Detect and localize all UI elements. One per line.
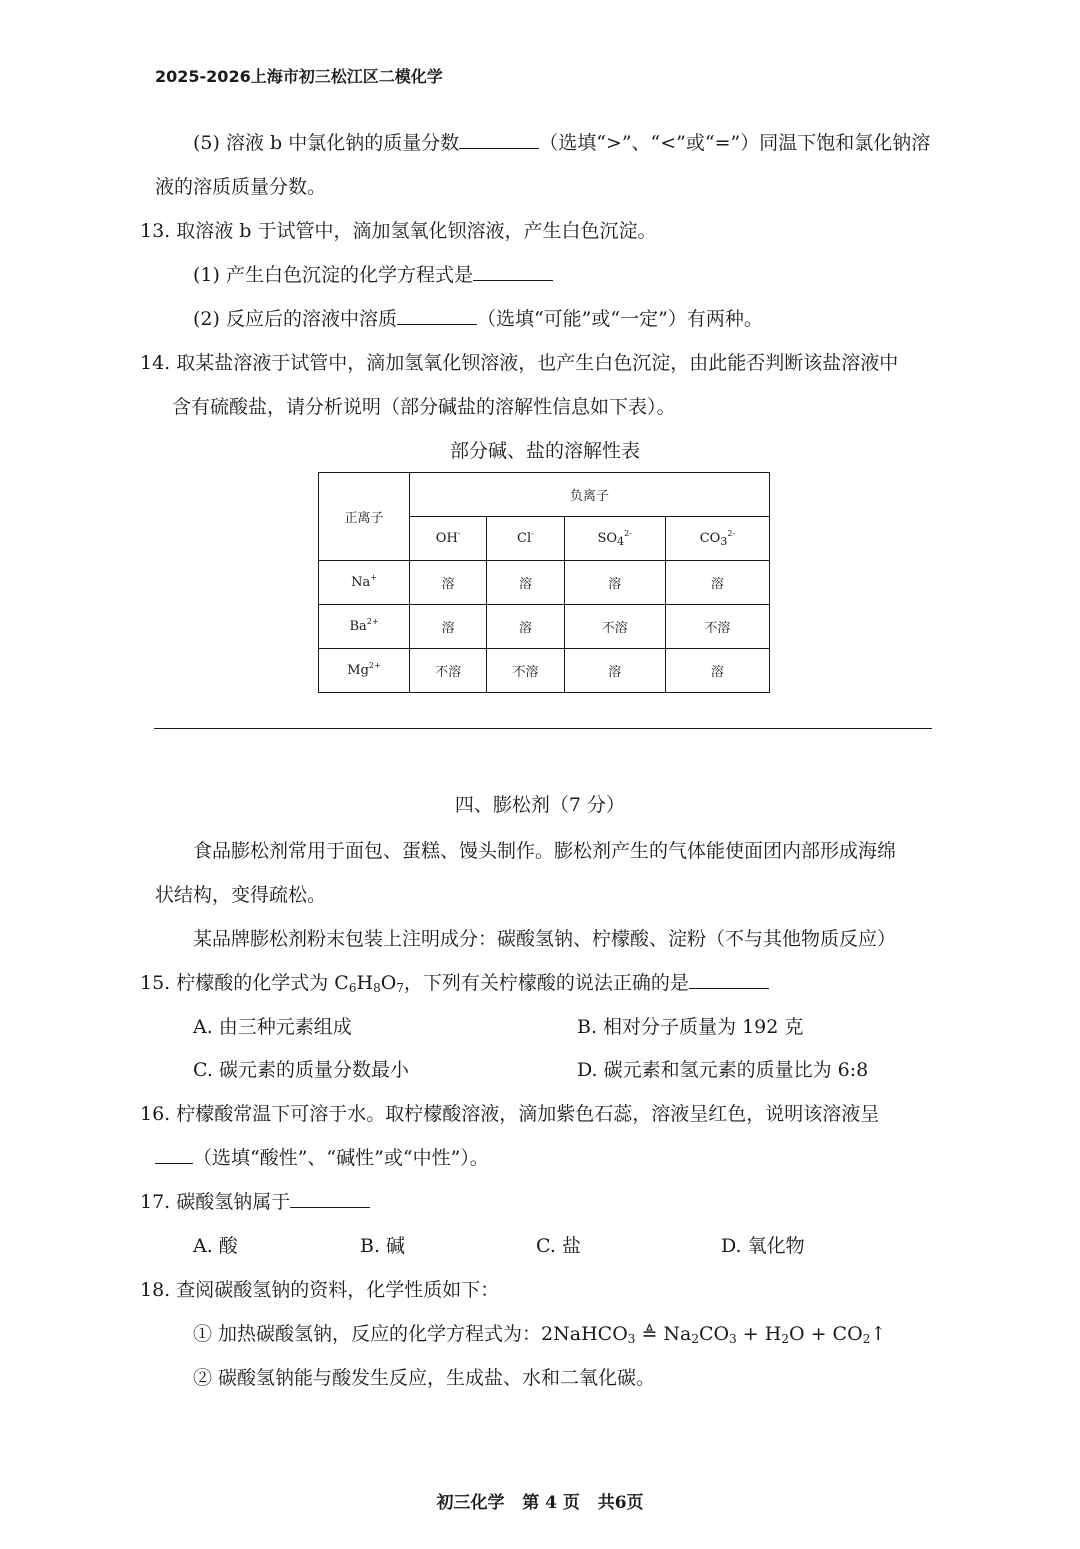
q16-line1: 16. 柠檬酸常温下可溶于水。取柠檬酸溶液，滴加紫色石蕊，溶液呈红色，说明该溶液呈: [140, 1103, 880, 1125]
table-cell: 溶: [487, 605, 564, 649]
answer-area-divider: [154, 728, 932, 729]
answer-blank[interactable]: [155, 1145, 193, 1164]
q18-stem: 18. 查阅碳酸氢钠的资料，化学性质如下：: [140, 1279, 500, 1301]
q12-part5-line1: [193, 130, 930, 156]
q15-option-b[interactable]: B. 相对分子质量为 192 克: [577, 1016, 804, 1038]
q12-part5-line2: 液的溶质质量分数。: [155, 176, 327, 198]
solubility-table: [318, 472, 770, 693]
answer-blank[interactable]: [689, 970, 769, 989]
q12-part5-text-b: （选填“>”、“<”或“=”）同温下饱和氯化钠溶: [539, 132, 931, 154]
anion-so4: $SO_4^{2-}$: [564, 517, 665, 561]
q13-part2: [193, 306, 763, 332]
table-cell: 溶: [665, 649, 769, 693]
q13-part1-text: (1) 产生白色沉淀的化学方程式是: [193, 264, 473, 286]
anion-header: 负离子: [410, 473, 770, 517]
q17-option-d[interactable]: D. 氧化物: [721, 1235, 805, 1257]
q13-part2-text-b: （选填“可能”或“一定”）有两种。: [476, 308, 763, 330]
q17-option-b[interactable]: B. 碱: [360, 1235, 406, 1257]
q15-option-a[interactable]: A. 由三种元素组成: [193, 1016, 352, 1038]
table-cell: 溶: [410, 561, 487, 605]
q16-line2: （选填“酸性”、“碱性”或“中性”）。: [155, 1145, 489, 1171]
q14-line2: 含有硫酸盐，请分析说明（部分碱盐的溶解性信息如下表）。: [172, 396, 676, 418]
answer-blank[interactable]: [397, 306, 477, 325]
section-intro-line3: 某品牌膨松剂粉末包装上注明成分：碳酸氢钠、柠檬酸、淀粉（不与其他物质反应）: [193, 928, 897, 950]
answer-blank[interactable]: [473, 262, 553, 281]
q17-option-c[interactable]: C. 盐: [536, 1235, 581, 1257]
q18-item2: ② 碳酸氢钠能与酸发生反应，生成盐、水和二氧化碳。: [193, 1367, 656, 1389]
page-footer: 初三化学 第 4 页 共6页: [436, 1493, 644, 1513]
q14-line1: 14. 取某盐溶液于试管中，滴加氢氧化钡溶液，也产生白色沉淀，由此能否判断该盐溶液中: [140, 352, 899, 374]
table-cell: 不溶: [410, 649, 487, 693]
table-cell: 不溶: [665, 605, 769, 649]
q15-option-d[interactable]: D. 碳元素和氢元素的质量比为 6:8: [577, 1059, 869, 1081]
table-cell: 不溶: [487, 649, 564, 693]
table-cell: 溶: [564, 649, 665, 693]
q17-stem: 17. 碳酸氢钠属于: [140, 1189, 370, 1215]
anion-cl: Cl-: [487, 517, 564, 561]
table-cell: 溶: [410, 605, 487, 649]
q18-item1: ① 加热碳酸氢钠，反应的化学方程式为：2NaHCO$_3$ ≜ $Na_2CO_3 + H_2O$ + $CO_2↑$: [193, 1323, 887, 1346]
table-cell: 溶: [487, 561, 564, 605]
page-header: 2025-2026上海市初三松江区二模化学: [155, 67, 443, 86]
cation-mg: $Mg^{2+}$: [319, 649, 410, 693]
table-cell: 不溶: [564, 605, 665, 649]
section-intro-line2: 状结构，变得疏松。: [155, 884, 327, 906]
q13-part1: [193, 262, 553, 288]
q15-option-c[interactable]: C. 碳元素的质量分数最小: [193, 1059, 409, 1081]
q13-stem: 13. 取溶液 b 于试管中，滴加氢氧化钡溶液，产生白色沉淀。: [140, 220, 657, 242]
section-intro-line1: 食品膨松剂常用于面包、蛋糕、馒头制作。膨松剂产生的气体能使面团内部形成海绵: [193, 840, 897, 862]
table-row: [319, 561, 770, 605]
section-title: 四、膨松剂（7 分）: [454, 794, 626, 816]
q17-option-a[interactable]: A. 酸: [193, 1235, 238, 1257]
table-row: [319, 605, 770, 649]
q13-part2-text-a: (2) 反应后的溶液中溶质: [193, 308, 397, 330]
answer-blank[interactable]: [459, 130, 539, 149]
answer-blank[interactable]: [290, 1189, 370, 1208]
cation-ba: $Ba^{2+}$: [319, 605, 410, 649]
table-cell: 溶: [665, 561, 769, 605]
cation-header: 正离子: [319, 473, 410, 561]
table-cell: 溶: [564, 561, 665, 605]
q15-stem: 15. 柠檬酸的化学式为 $C_6H_8O_7$，下列有关柠檬酸的说法正确的是: [140, 970, 769, 996]
table-row: [319, 649, 770, 693]
cation-na: Na+: [319, 561, 410, 605]
q12-part5-text-a: (5) 溶液 b 中氯化钠的质量分数: [193, 132, 460, 154]
anion-co3: $CO_3^{2-}$: [665, 517, 769, 561]
anion-oh: OH-: [410, 517, 487, 561]
table-caption: 部分碱、盐的溶解性表: [449, 440, 640, 462]
